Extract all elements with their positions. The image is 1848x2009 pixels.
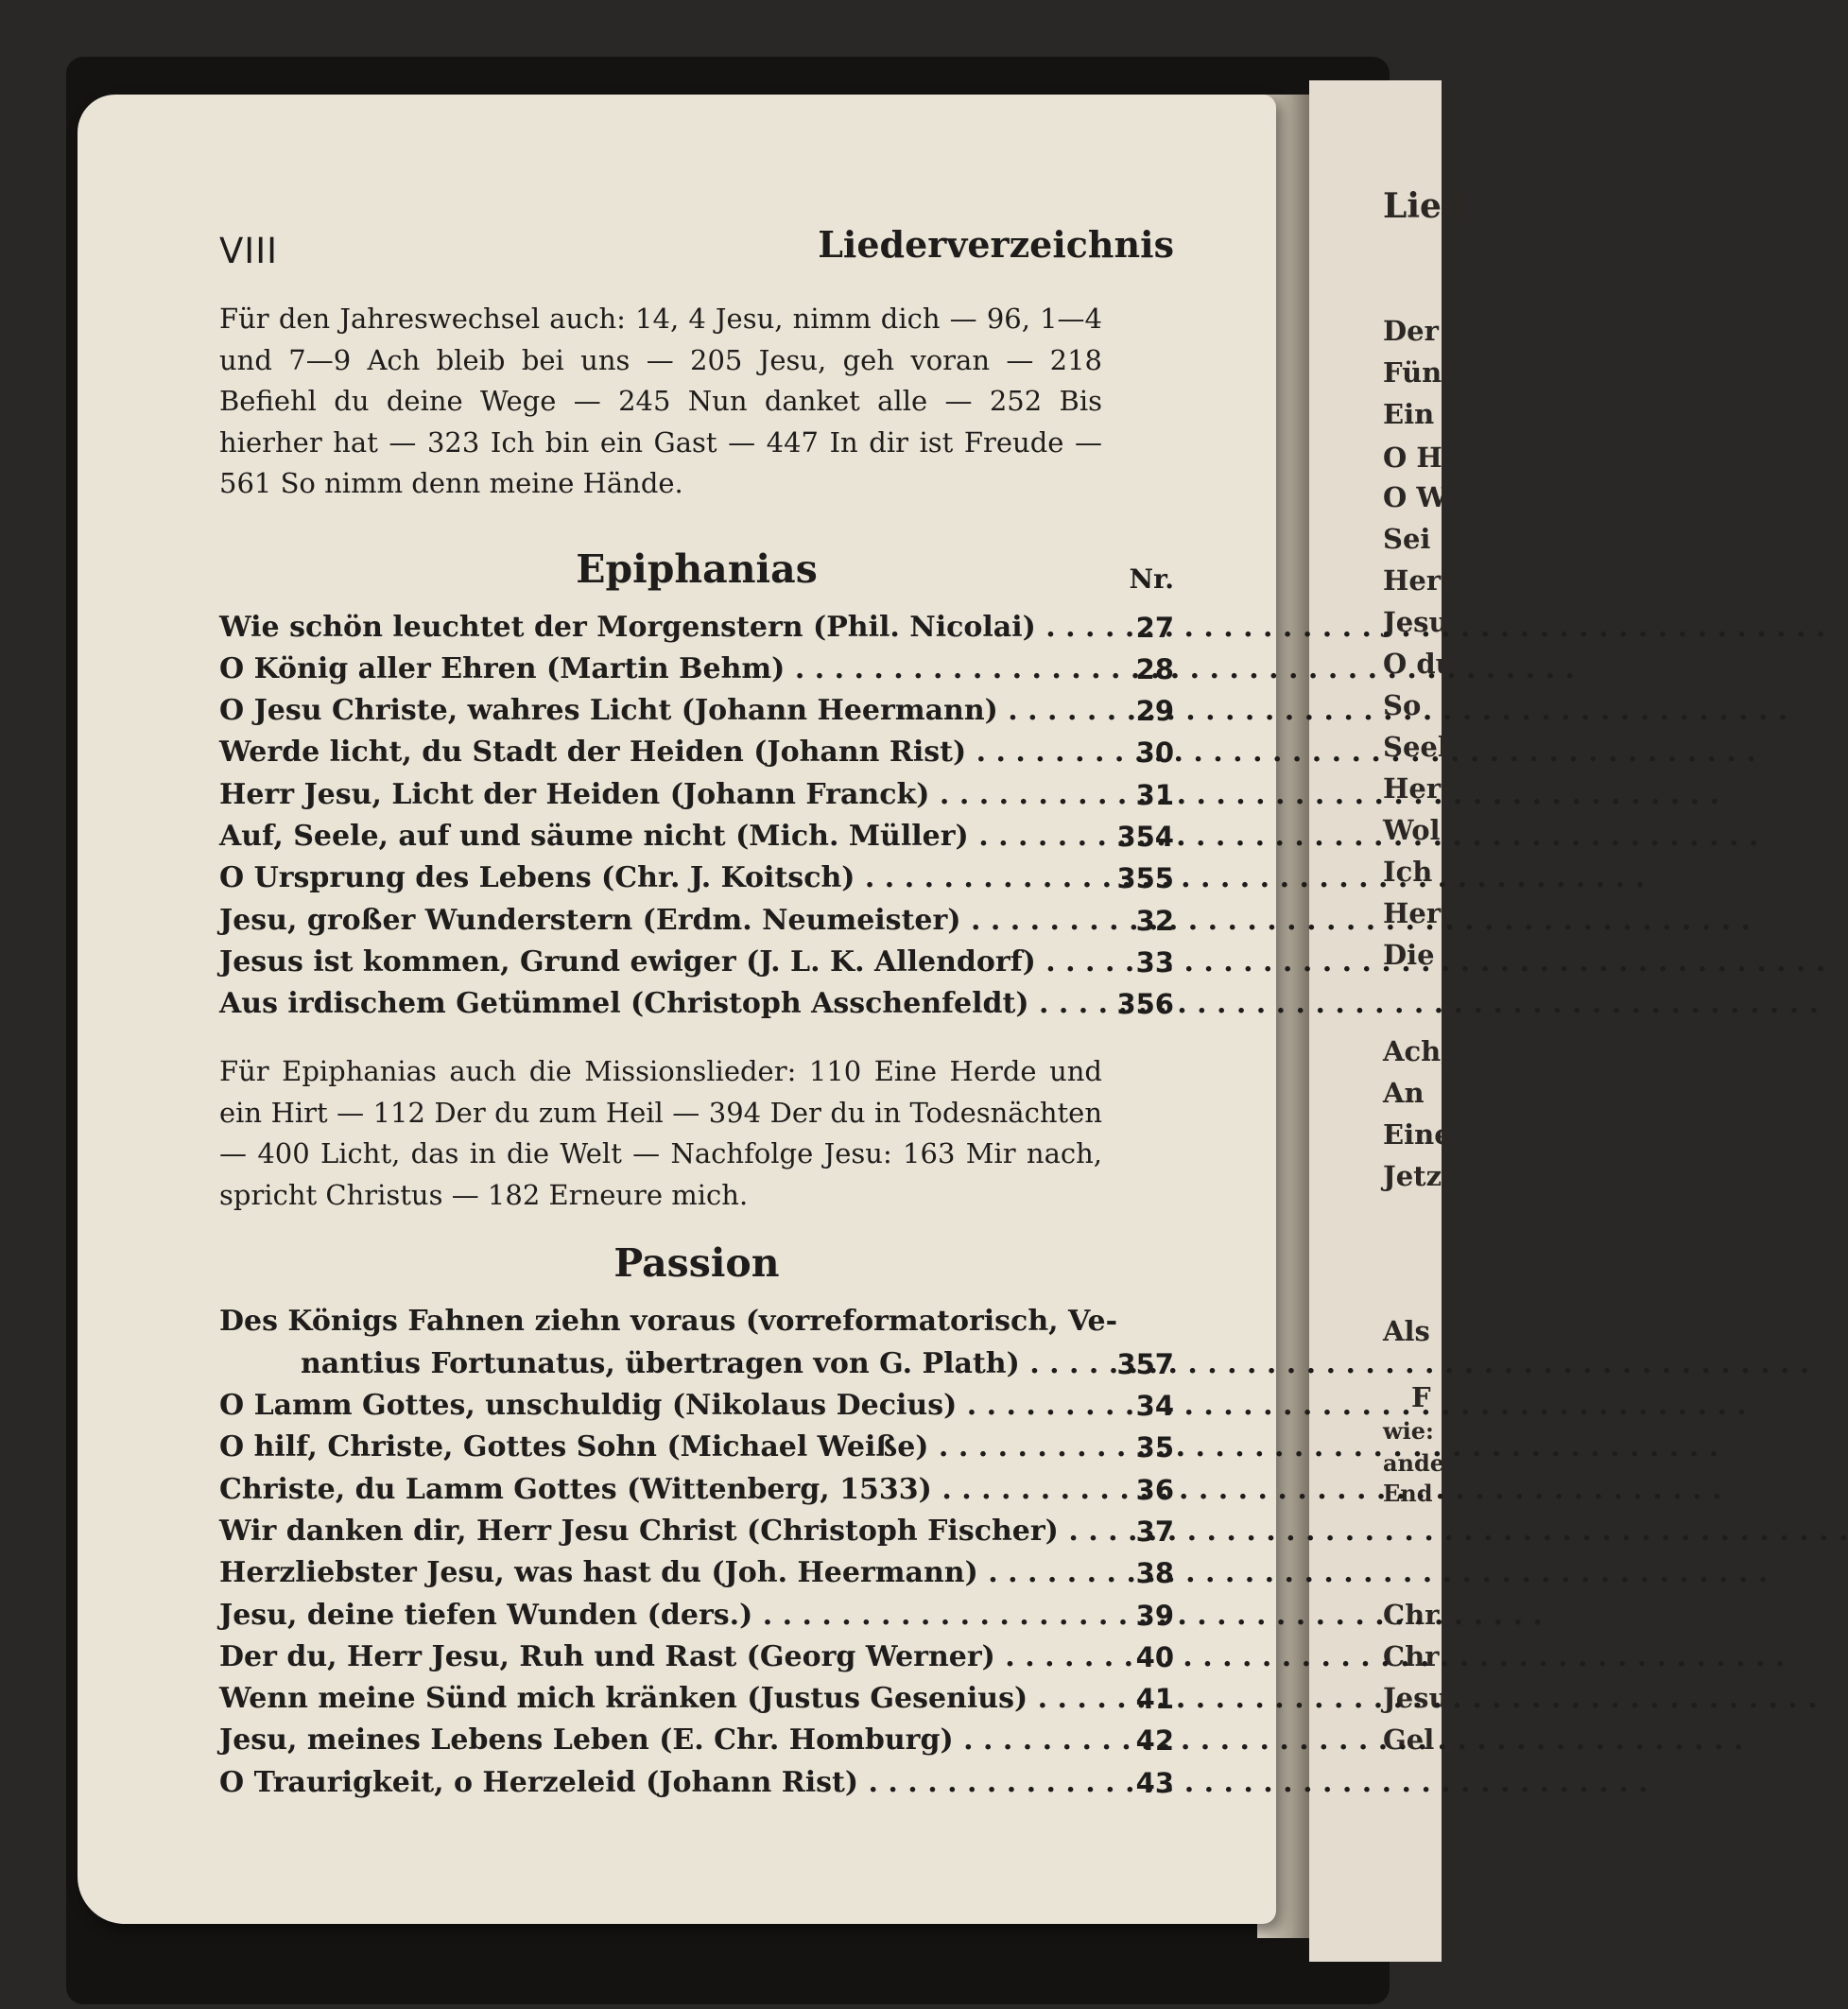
nr-column-label: Nr. bbox=[1129, 563, 1174, 595]
list-item bbox=[219, 1427, 1174, 1468]
next-page-line: Wol bbox=[1383, 814, 1441, 846]
list-item-continuation bbox=[219, 1343, 1174, 1385]
page-number: VIII bbox=[219, 231, 279, 271]
list-item bbox=[219, 1720, 1174, 1761]
hymn-number: 37 bbox=[1135, 1515, 1174, 1548]
next-page-line: Jetzt bbox=[1383, 1160, 1455, 1192]
next-page-line: Gel bbox=[1383, 1723, 1435, 1756]
hymn-title: Wie schön leuchtet der Morgenstern (Phil. Nicolai) . . . bbox=[219, 607, 1106, 649]
hymn-number: 34 bbox=[1135, 1390, 1174, 1423]
list-item bbox=[219, 1678, 1174, 1720]
running-header bbox=[219, 223, 1174, 280]
hymn-number: 31 bbox=[1135, 778, 1174, 811]
hymn-title: Aus irdischem Getümmel (Christoph Asschenfeldt) . . . bbox=[219, 983, 1106, 1025]
list-item bbox=[219, 1595, 1174, 1637]
list-item bbox=[219, 774, 1174, 816]
hymn-title: O Lamm Gottes, unschuldig (Nikolaus Decius) . . . bbox=[219, 1385, 1106, 1427]
hymn-number: 35 bbox=[1135, 1431, 1174, 1464]
next-page-line: O du bbox=[1383, 648, 1456, 680]
list-item bbox=[219, 900, 1174, 942]
next-page-line: O W bbox=[1383, 481, 1447, 513]
list-item bbox=[219, 857, 1174, 899]
list-item bbox=[219, 690, 1174, 732]
hymn-title: O Traurigkeit, o Herzeleid (Johann Rist) . . . bbox=[219, 1762, 1106, 1804]
next-page-line: Jesu, bbox=[1383, 606, 1459, 638]
list-item bbox=[219, 1469, 1174, 1511]
list-item bbox=[219, 1385, 1174, 1427]
next-page-line: Der bbox=[1383, 315, 1439, 347]
hymn-title: Jesu, großer Wunderstern (Erdm. Neumeister) . . . bbox=[219, 900, 1106, 942]
hymn-title: O hilf, Christe, Gottes Sohn (Michael Weiße) . . . bbox=[219, 1427, 1106, 1468]
list-item bbox=[219, 1762, 1174, 1804]
hymn-title: Jesus ist kommen, Grund ewiger (J. L. K. Allendorf) . . . bbox=[219, 942, 1106, 983]
hymn-number: 30 bbox=[1135, 736, 1174, 770]
list-item bbox=[219, 983, 1174, 1025]
next-page-line: Seel bbox=[1383, 731, 1448, 763]
epiphanias-note: Für Epiphanias auch die Missionslieder: 110 Eine Herde und ein Hirt — 112 Der du zum Heil — 394 Der du in Todesnächten — 400 Licht, das in die Welt — Nachfolge Jesu: 163 Mir nach, spricht Christus — 182 Erneure mich. bbox=[219, 1055, 1102, 1211]
next-page-line: An bbox=[1383, 1077, 1425, 1109]
next-page-line: ande bbox=[1383, 1449, 1445, 1477]
hymn-title: Jesu, meines Lebens Leben (E. Chr. Homburg) . . . bbox=[219, 1720, 1106, 1761]
hymn-number: 29 bbox=[1135, 695, 1174, 728]
list-item bbox=[219, 607, 1174, 649]
next-page-line: Herr bbox=[1383, 897, 1456, 929]
section-title: Epiphanias bbox=[576, 546, 818, 592]
section-title: Passion bbox=[613, 1240, 780, 1287]
hymn-number: 39 bbox=[1135, 1599, 1174, 1632]
next-page-line: Sei bbox=[1383, 523, 1431, 555]
hymn-title: Christe, du Lamm Gottes (Wittenberg, 1533) . . . bbox=[219, 1469, 1106, 1511]
hymn-title: Auf, Seele, auf und säume nicht (Mich. Müller) . . . bbox=[219, 816, 1106, 857]
intro-note: Für den Jahreswechsel auch: 14, 4 Jesu, nimm dich — 96, 1—4 und 7—9 Ach bleib bei uns — 205 Jesu, geh voran — 218 Befiehl du deine Wege — 245 Nun danket alle — 252 Bis hierher hat — 323 Ich bin ein Gast — 447 In dir ist Freude — 561 So nimm denn meine Hände. bbox=[219, 303, 1102, 499]
list-item bbox=[219, 942, 1174, 983]
list-item bbox=[219, 816, 1174, 857]
epiphanias-list bbox=[219, 607, 1174, 1026]
next-page-line: Fünf bbox=[1383, 356, 1454, 389]
hymn-title: Herr Jesu, Licht der Heiden (Johann Franck) . . . bbox=[219, 774, 1106, 816]
hymn-number: 354 bbox=[1116, 820, 1174, 853]
hymn-title: Wir danken dir, Herr Jesu Christ (Christoph Fischer) . . . bbox=[219, 1511, 1106, 1552]
hymn-number: 27 bbox=[1135, 611, 1174, 644]
hymn-title: Wenn meine Sünd mich kränken (Justus Gesenius) . . . bbox=[219, 1678, 1106, 1720]
hymn-title: O Jesu Christe, wahres Licht (Johann Heermann) . . . bbox=[219, 690, 1106, 732]
list-item bbox=[219, 1552, 1174, 1594]
next-page-line: Eine bbox=[1383, 1118, 1452, 1151]
next-page-line: Herr bbox=[1383, 772, 1456, 805]
next-page-line: End bbox=[1383, 1480, 1433, 1507]
page-content bbox=[219, 223, 1174, 1804]
hymn-title-line1: Des Königs Fahnen ziehn voraus (vorreformatorisch, Ve- bbox=[219, 1305, 1118, 1339]
next-page-line: So bbox=[1383, 689, 1422, 721]
next-page-line: Chr bbox=[1383, 1599, 1440, 1631]
hymn-number: 43 bbox=[1135, 1766, 1174, 1799]
next-page-header: Lied bbox=[1383, 186, 1466, 226]
next-page-line: Ein bbox=[1383, 398, 1435, 430]
hymn-number: 32 bbox=[1135, 904, 1174, 937]
hymn-title: O König aller Ehren (Martin Behm) . . . bbox=[219, 649, 1106, 690]
passion-list bbox=[219, 1301, 1174, 1804]
list-item bbox=[219, 1301, 1174, 1342]
next-page-line: F bbox=[1411, 1381, 1431, 1413]
hymn-number: 356 bbox=[1116, 988, 1174, 1021]
hymn-number: 38 bbox=[1135, 1557, 1174, 1590]
next-page-line: wie: bbox=[1383, 1417, 1434, 1445]
section-heading-epiphanias bbox=[219, 546, 1174, 605]
next-page-line: Als bbox=[1383, 1315, 1430, 1347]
hymn-number: 357 bbox=[1116, 1347, 1174, 1380]
list-item bbox=[219, 649, 1174, 690]
list-item bbox=[219, 1637, 1174, 1678]
next-page-line: Chr bbox=[1383, 1640, 1440, 1672]
list-item bbox=[219, 732, 1174, 773]
next-page-line: Die bbox=[1383, 939, 1435, 971]
hymn-title: O Ursprung des Lebens (Chr. J. Koitsch) . . . bbox=[219, 857, 1106, 899]
hymn-number: 355 bbox=[1116, 862, 1174, 895]
next-page-line: Ich bbox=[1383, 856, 1433, 888]
next-page-line: Herr bbox=[1383, 564, 1456, 597]
hymn-number: 42 bbox=[1135, 1724, 1174, 1758]
page-title: Liederverzeichnis bbox=[818, 223, 1174, 266]
hymn-number: 40 bbox=[1135, 1640, 1174, 1673]
hymn-number: 36 bbox=[1135, 1473, 1174, 1506]
hymn-title: Jesu, deine tiefen Wunden (ders.) . . . bbox=[219, 1595, 1106, 1637]
section-heading-passion bbox=[219, 1240, 1174, 1299]
next-page-line: Ach, bbox=[1383, 1035, 1451, 1067]
list-item bbox=[219, 1511, 1174, 1552]
hymn-title: Herzliebster Jesu, was hast du (Joh. Heermann) . . . bbox=[219, 1552, 1106, 1594]
hymn-title: Der du, Herr Jesu, Ruh und Rast (Georg Werner) . . . bbox=[219, 1637, 1106, 1678]
hymn-number: 41 bbox=[1135, 1683, 1174, 1716]
next-page-line: O H bbox=[1383, 442, 1442, 474]
next-page-line: Jesu bbox=[1383, 1682, 1449, 1714]
hymn-number: 28 bbox=[1135, 652, 1174, 685]
hymn-title: Werde licht, du Stadt der Heiden (Johann Rist) . . . bbox=[219, 732, 1106, 773]
hymn-number: 33 bbox=[1135, 945, 1174, 979]
next-page-edge bbox=[1309, 80, 1466, 1962]
hymn-title-line2: nantius Fortunatus, übertragen von G. Plath) . . . bbox=[301, 1343, 1106, 1385]
